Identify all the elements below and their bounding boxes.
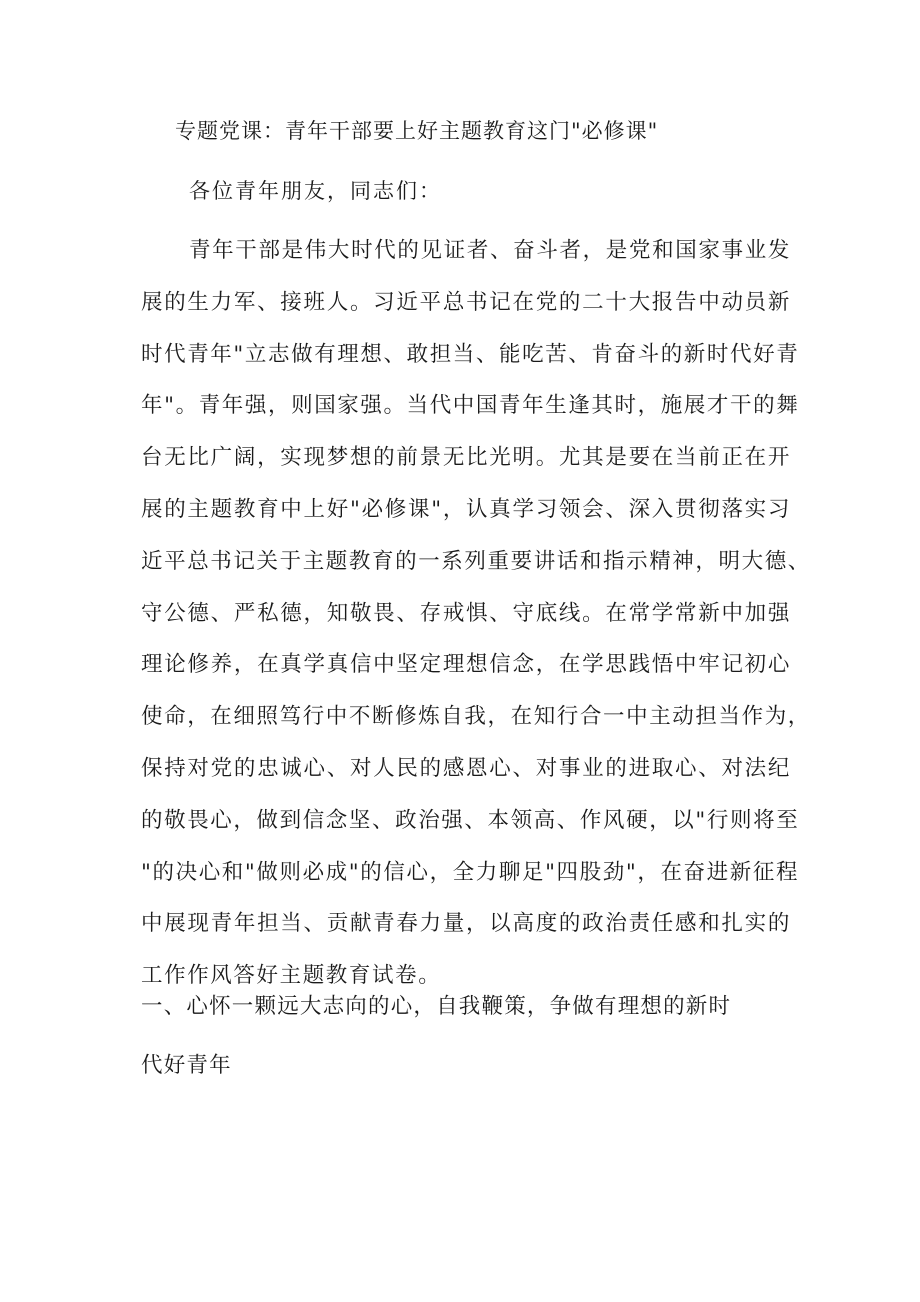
paragraph-line: 时代青年"立志做有理想、敢担当、能吃苦、肯奋斗的新时代好青 [141,341,800,367]
greeting: 各位青年朋友，同志们： [189,179,442,203]
body-paragraph [141,232,811,1009]
paragraph-line: 青年干部是伟大时代的见证者、奋斗者，是党和国家事业发 [189,238,791,263]
paragraph-line: 使命，在细照笃行中不断修炼自我，在知行合一中主动担当作为， [141,704,811,730]
paragraph-line: 工作作风答好主题教育试卷。 [141,963,442,989]
paragraph-line: "的决心和"做则必成"的信心，全力聊足"四股劲"，在奋进新征程 [141,859,800,885]
paragraph-line: 中展现青年担当、贡献青春力量，以高度的政治责任感和扎实的 [141,911,791,937]
document-title: 专题党课：青年干部要上好主题教育这门"必修课" [175,119,659,143]
paragraph-line: 台无比广阔，实现梦想的前景无比光明。尤其是要在当前正在开 [141,445,791,471]
paragraph-line: 展的主题教育中上好"必修课"，认真学习领会、深入贯彻落实习 [141,496,791,522]
section-heading-line: 代好青年 [141,1053,232,1078]
paragraph-line: 理论修养，在真学真信中坚定理想信念，在学思践悟中牢记初心 [141,652,791,678]
section-heading [141,988,731,1106]
paragraph-line: 年"。青年强，则国家强。当代中国青年生逢其时，施展才干的舞 [141,393,800,419]
paragraph-line: 守公德、严私德，知敬畏、存戒惧、守底线。在常学常新中加强 [141,600,791,626]
paragraph-line: 保持对党的忠诚心、对人民的感恩心、对事业的进取心、对法纪 [141,755,791,781]
paragraph-line: 近平总书记关于主题教育的一系列重要讲话和指示精神，明大德、 [141,548,811,574]
section-heading-line: 一、心怀一颗远大志向的心，自我鞭策，争做有理想的新时 [141,994,732,1019]
paragraph-line: 展的生力军、接班人。习近平总书记在党的二十大报告中动员新 [141,289,791,315]
paragraph-line: 的敬畏心，做到信念坚、政治强、本领高、作风硬，以"行则将至 [141,807,800,833]
